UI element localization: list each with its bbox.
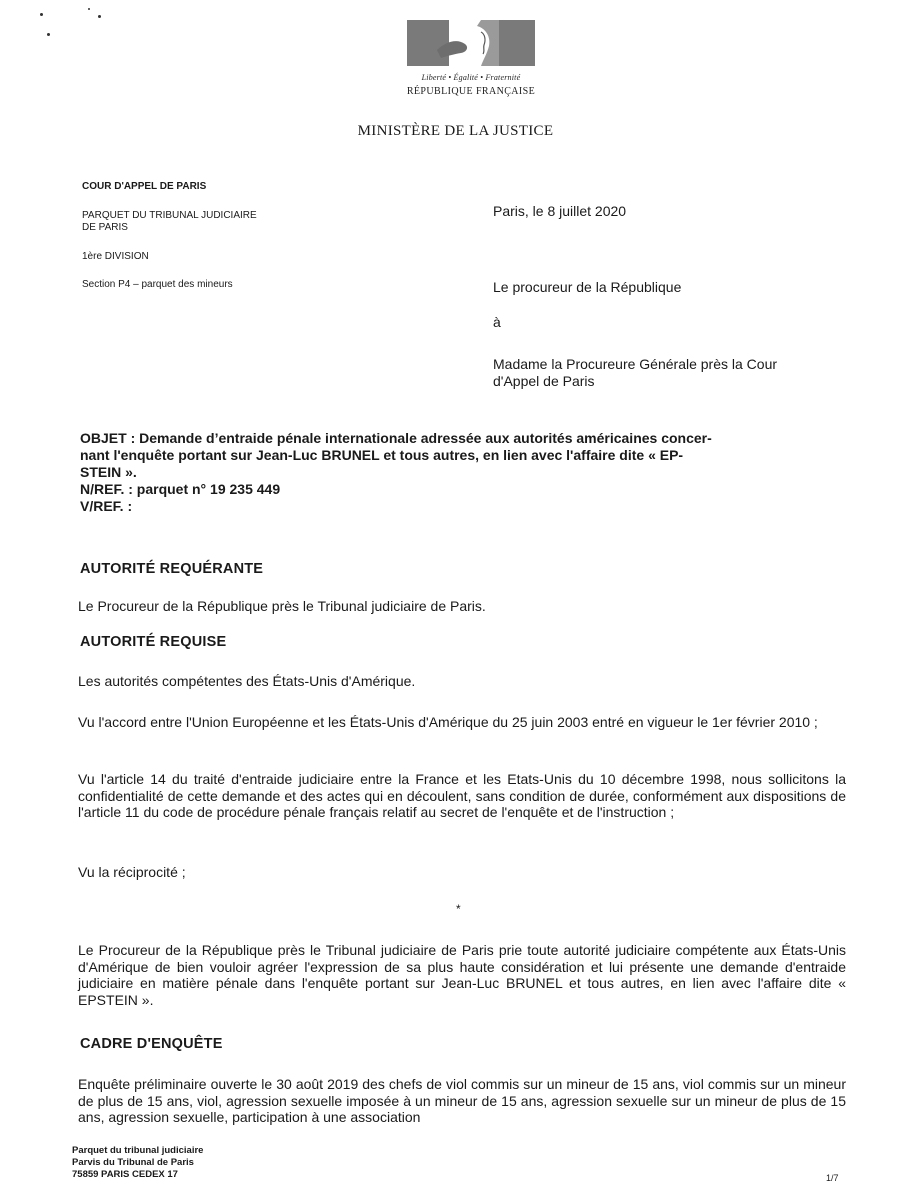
page-number: 1/7 [826, 1173, 839, 1183]
footer-address [72, 1145, 203, 1181]
subject-line-1: OBJET : Demande d’entraide pénale internationale adressée aux autorités américaines concer- [80, 430, 712, 446]
sender-title: Le procureur de la République [493, 279, 682, 295]
paragraph-treaty: Vu l'article 14 du traité d'entraide judiciaire entre la France et les Etats-Unis du 10 décembre 1998, nous sollicitons la confidentialité de cette demande et des actes qui en découlent, sans condition de durée, conformément aux dispositions de l'article 11 du code de procédure pénale français relatif au secret de l'enquête et de l'instruction ; [78, 771, 846, 820]
recipient-line-2: d'Appel de Paris [493, 373, 595, 389]
court-name: COUR D'APPEL DE PARIS [82, 181, 207, 192]
paragraph-reciprocity: Vu la réciprocité ; [78, 864, 186, 880]
ministry-title: MINISTÈRE DE LA JUSTICE [357, 123, 554, 139]
subject-line-2: nant l'enquête portant sur Jean-Luc BRUNEL et tous autres, en lien avec l'affaire dite « EP- [80, 447, 684, 463]
paragraph-request: Le Procureur de la République près le Tribunal judiciaire de Paris prie toute autorité judiciaire compétente aux États-Unis d'Amérique de bien vouloir agréer l'expression de sa plus haute considération et lui présente une demande d'entraide judiciaire en matière pénale dans l'enquête portant sur Jean-Luc BRUNEL et tous autres, en lien avec l'affaire dite « EPSTEIN ». [78, 942, 846, 1008]
marianne-emblem-icon [407, 20, 535, 66]
parquet-line-1: PARQUET DU TRIBUNAL JUDICIAIRE [82, 210, 257, 221]
our-reference: N/REF. : parquet n° 19 235 449 [80, 481, 281, 497]
footer-line-3: 75859 PARIS CEDEX 17 [72, 1169, 178, 1180]
republic-motto: Liberté • Égalité • Fraternité [421, 73, 521, 82]
recipient-line-1: Madame la Procureure Générale près la Cour [493, 356, 778, 372]
paragraph-investigation: Enquête préliminaire ouverte le 30 août 2019 des chefs de viol commis sur un mineur de 15 ans, viol commis sur un mineur de plus de 15 ans, viol, agression sexuelle imposée à un mineur de 15 ans, agression sexuelle sur un mineur de plus de 15 ans, agression sexuelle, participation à une association [78, 1076, 846, 1125]
heading-requesting-authority: AUTORITÉ REQUÉRANTE [80, 561, 264, 577]
parquet-line-2: DE PARIS [82, 222, 128, 233]
scan-speck [47, 33, 50, 36]
republic-name: RÉPUBLIQUE FRANÇAISE [406, 86, 536, 97]
section: Section P4 – parquet des mineurs [82, 279, 233, 290]
subject-line-3: STEIN ». [80, 464, 137, 480]
requested-authority-text: Les autorités compétentes des États-Unis d'Amérique. [78, 673, 416, 689]
scan-speck [98, 15, 101, 18]
heading-requested-authority: AUTORITÉ REQUISE [80, 634, 227, 650]
recipient [493, 356, 777, 390]
heading-investigation-framework: CADRE D'ENQUÊTE [80, 1036, 223, 1052]
scan-speck [88, 8, 90, 10]
marianne-logo [403, 20, 539, 97]
footer-line-2: Parvis du Tribunal de Paris [72, 1157, 194, 1168]
requesting-authority-text: Le Procureur de la République près le Tribunal judiciaire de Paris. [78, 598, 486, 614]
subject-block [80, 430, 828, 515]
date-line: Paris, le 8 juillet 2020 [493, 203, 627, 219]
scan-speck [40, 13, 43, 16]
parquet-name [82, 210, 257, 234]
division: 1ère DIVISION [82, 251, 149, 262]
separator-star: * [456, 902, 461, 916]
your-reference: V/REF. : [80, 498, 133, 514]
footer-line-1: Parquet du tribunal judiciaire [72, 1145, 204, 1156]
paragraph-agreement: Vu l'accord entre l'Union Européenne et les États-Unis d'Amérique du 25 juin 2003 entré en vigueur le 1er février 2010 ; [78, 714, 818, 730]
to-word: à [493, 314, 501, 330]
